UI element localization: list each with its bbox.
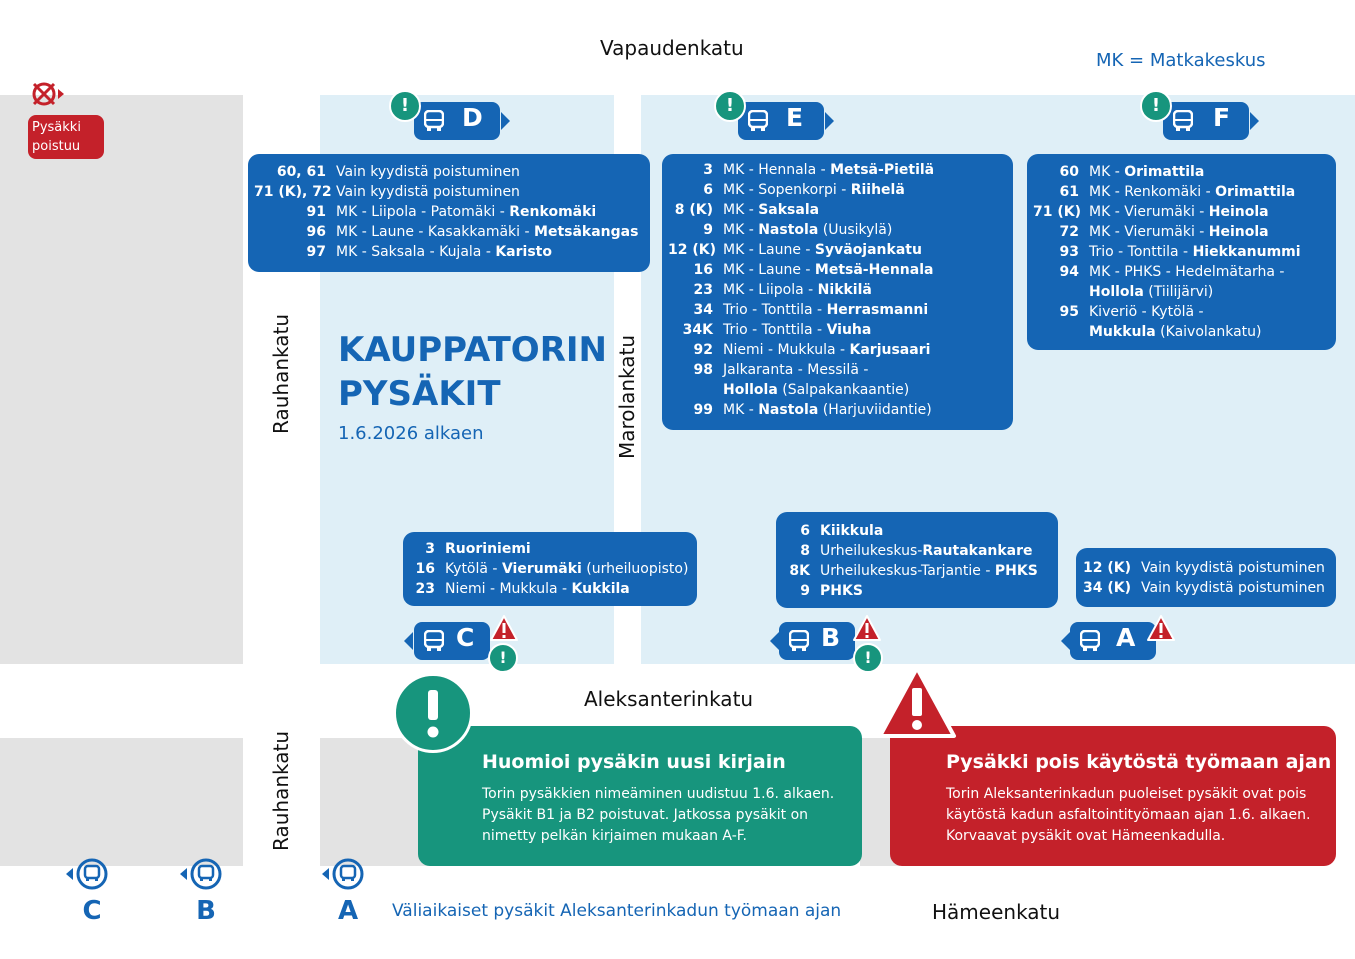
route-number: 34 (K) [1082, 580, 1131, 596]
route-number: 98 [693, 362, 713, 378]
stop-tag-e[interactable] [738, 102, 824, 140]
route-number: 9 [703, 222, 713, 238]
route-row [782, 521, 1058, 541]
warning-icon [852, 614, 882, 642]
route-row [668, 360, 1013, 380]
removed-stop-label: Pysäkki poistuu [28, 115, 104, 159]
temp-stop-letter: C [82, 896, 102, 926]
route-number: 23 [693, 282, 713, 298]
route-number: 96 [306, 224, 326, 240]
route-number: 92 [693, 342, 713, 358]
page-title-line2: PYSÄKIT [338, 374, 501, 414]
notice-stop-closed-body: Torin Aleksanterinkadun puoleiset pysäkit ovat pois käytöstä kadun asfaltointityömaan ajan 1.6. alkaen. Korvaavat pysäkit ovat Hämeenkadulla. [946, 786, 1311, 844]
bus-icon [424, 110, 444, 132]
route-row [782, 561, 1058, 581]
stop-letter-c: C [456, 623, 475, 652]
stop-tag-f[interactable] [1163, 102, 1249, 140]
street-hameenkatu: Hämeenkatu [932, 900, 1061, 924]
route-number: 72 [1059, 224, 1079, 240]
route-row [254, 162, 650, 182]
route-description: Urheilukeskus-Tarjantie - PHKS [820, 563, 1038, 579]
route-description: MK - Vierumäki - Heinola [1089, 204, 1269, 220]
notice-new-letters-body: Torin pysäkkien nimeäminen uudistuu 1.6. alkaen. Pysäkit B1 ja B2 poistuvat. Jatkossa pysäkit on nimetty pelkän kirjaimen mukaan A-F. [482, 786, 835, 844]
route-row [668, 380, 1013, 400]
route-number: 3 [703, 162, 713, 178]
stop-tag-d[interactable] [414, 102, 500, 140]
route-description: MK - Liipola - Nikkilä [723, 282, 872, 298]
route-description: Hollola (Salpakankaantie) [723, 382, 910, 398]
route-description: Vain kyydistä poistuminen [1141, 580, 1325, 596]
route-row [668, 400, 1013, 420]
exclamation-icon: ! [389, 90, 421, 122]
stop-tag-c[interactable] [414, 622, 490, 660]
page-title-date: 1.6.2026 alkaen [338, 423, 484, 444]
warning-icon [489, 614, 519, 642]
arrow-right-icon [1250, 112, 1259, 130]
route-number: 6 [703, 182, 713, 198]
route-row [254, 182, 650, 202]
route-number: 61 [1059, 184, 1079, 200]
big-warning-icon [876, 664, 958, 740]
stop-letter-a: A [1116, 623, 1136, 652]
route-row [1033, 262, 1336, 282]
bus-icon [424, 630, 444, 652]
removed-stop-icon [30, 80, 66, 110]
route-number: 34K [682, 322, 713, 338]
route-description: MK - Orimattila [1089, 164, 1205, 180]
exclamation-icon: ! [488, 643, 518, 673]
temp-stops-caption: Väliaikaiset pysäkit Aleksanterinkadun työmaan ajan [392, 901, 842, 921]
route-description: Trio - Tonttila - Viuha [723, 322, 872, 338]
arrow-right-icon [501, 112, 510, 130]
notice-new-letters [418, 726, 862, 866]
route-description: Vain kyydistä poistuminen [336, 164, 520, 180]
route-description: MK - Nastola (Harjuviidantie) [723, 402, 932, 418]
route-description: Ruoriniemi [445, 541, 531, 557]
route-description: Niemi - Mukkula - Kukkila [445, 581, 630, 597]
temp-stop-a[interactable] [320, 856, 370, 926]
exclamation-icon: ! [714, 90, 746, 122]
route-row [1033, 242, 1336, 262]
route-description: MK - Hennala - Metsä-Pietilä [723, 162, 935, 178]
bus-icon [748, 110, 768, 132]
stop-letter-b: B [821, 623, 841, 652]
route-row [668, 160, 1013, 180]
route-description: Hollola (Tiilijärvi) [1089, 284, 1214, 300]
route-description: Kiveriö - Kytölä - [1089, 304, 1204, 320]
bus-stop-icon [320, 856, 370, 892]
route-row [1033, 322, 1336, 342]
route-row [254, 242, 650, 262]
route-row [1033, 202, 1336, 222]
bus-icon [1080, 630, 1100, 652]
route-row [1033, 222, 1336, 242]
route-description: MK - Saksala [723, 202, 820, 218]
block-west-upper [0, 95, 243, 664]
temp-stop-letter: B [196, 896, 216, 926]
route-number [668, 380, 713, 400]
bus-icon [789, 630, 809, 652]
route-box-c [403, 532, 697, 606]
route-number: 12 (K) [668, 242, 717, 258]
legend-mk: MK = Matkakeskus [1096, 50, 1266, 71]
stop-tag-a[interactable] [1070, 622, 1156, 660]
notice-stop-closed-title: Pysäkki pois käytöstä työmaan ajan [946, 751, 1332, 773]
route-description: MK - PHKS - Hedelmätarha - [1089, 264, 1285, 280]
temp-stop-letter: A [337, 896, 359, 926]
route-row [668, 300, 1013, 320]
route-description: MK - Laune - Metsä-Hennala [723, 262, 934, 278]
route-number [1033, 282, 1079, 302]
route-row [668, 220, 1013, 240]
route-row [1033, 282, 1336, 302]
route-row [1033, 162, 1336, 182]
route-description: MK - Liipola - Patomäki - Renkomäki [336, 204, 597, 220]
stop-letter-f: F [1213, 103, 1231, 132]
route-row [668, 180, 1013, 200]
street-rauhankatu-lower: Rauhankatu [269, 731, 293, 851]
arrow-left-icon [404, 632, 413, 650]
temp-stop-c[interactable] [64, 856, 114, 926]
route-description: Trio - Tonttila - Herrasmanni [723, 302, 929, 318]
route-number: 99 [693, 402, 713, 418]
route-number: 6 [800, 523, 810, 539]
route-number: 9 [800, 583, 810, 599]
arrow-left-icon [770, 632, 779, 650]
route-row [254, 202, 650, 222]
route-box-b [776, 512, 1058, 608]
route-number: 3 [425, 541, 435, 557]
route-box-d [248, 154, 650, 272]
route-number: 8K [789, 563, 810, 579]
temp-stop-b[interactable] [178, 856, 228, 926]
route-row [1033, 182, 1336, 202]
street-rauhankatu-upper: Rauhankatu [269, 314, 293, 434]
route-description: MK - Saksala - Kujala - Karisto [336, 244, 552, 260]
route-number: 8 (K) [674, 202, 713, 218]
warning-icon [1146, 614, 1176, 642]
route-number: 8 [800, 543, 810, 559]
route-number: 16 [415, 561, 435, 577]
route-description: MK - Sopenkorpi - Riihelä [723, 182, 905, 198]
exclamation-icon: ! [853, 643, 883, 673]
route-row [668, 340, 1013, 360]
route-number: 91 [306, 204, 326, 220]
route-row [668, 260, 1013, 280]
notice-stop-closed [890, 726, 1336, 866]
route-number: 94 [1059, 264, 1079, 280]
exclamation-icon: ! [1140, 90, 1172, 122]
route-description: Trio - Tonttila - Hiekkanummi [1089, 244, 1301, 260]
street-vapaudenkatu: Vapaudenkatu [600, 36, 744, 60]
arrow-left-icon [1061, 632, 1070, 650]
route-description: MK - Laune - Syväojankatu [723, 242, 922, 258]
route-box-a [1076, 548, 1336, 607]
route-number [1033, 322, 1079, 342]
route-description: PHKS [820, 583, 863, 599]
street-aleksanterinkatu: Aleksanterinkatu [584, 687, 754, 711]
route-description: Jalkaranta - Messilä - [723, 362, 869, 378]
route-box-e [662, 154, 1013, 430]
route-number: 71 (K), 72 [254, 184, 332, 200]
route-row [668, 280, 1013, 300]
route-description: Kytölä - Vierumäki (urheiluopisto) [445, 561, 689, 577]
route-number: 60, 61 [276, 164, 326, 180]
stop-tag-b[interactable] [779, 622, 855, 660]
route-row [254, 222, 650, 242]
route-number: 60 [1059, 164, 1079, 180]
route-number: 23 [415, 581, 435, 597]
route-number: 16 [693, 262, 713, 278]
route-number: 97 [306, 244, 326, 260]
notice-new-letters-title: Huomioi pysäkin uusi kirjain [482, 751, 786, 773]
route-row [668, 320, 1013, 340]
street-marolankatu: Marolankatu [615, 334, 639, 459]
route-description: MK - Nastola (Uusikylä) [723, 222, 893, 238]
page-title-line1: KAUPPATORIN [338, 330, 607, 370]
route-description: MK - Vierumäki - Heinola [1089, 224, 1269, 240]
bus-icon [1173, 110, 1193, 132]
route-row [668, 240, 1013, 260]
route-number: 71 (K) [1033, 204, 1082, 220]
route-number: 95 [1059, 304, 1079, 320]
big-exclamation-icon [393, 673, 473, 753]
route-row [1033, 302, 1336, 322]
route-description: Mukkula (Kaivolankatu) [1089, 324, 1262, 340]
block-center-lower [320, 738, 430, 866]
route-number: 12 (K) [1082, 560, 1131, 576]
route-row [1082, 578, 1336, 598]
route-description: MK - Renkomäki - Orimattila [1089, 184, 1296, 200]
route-description: Vain kyydistä poistuminen [1141, 560, 1325, 576]
route-description: Niemi - Mukkula - Karjusaari [723, 342, 931, 358]
route-row [1082, 558, 1336, 578]
route-row [782, 581, 1058, 601]
stop-letter-e: E [786, 103, 804, 132]
route-row [409, 539, 697, 559]
route-box-f [1027, 154, 1336, 350]
route-number: 34 [693, 302, 713, 318]
arrow-right-icon [825, 112, 834, 130]
route-description: Vain kyydistä poistuminen [336, 184, 520, 200]
route-description: Urheilukeskus-Rautakankare [820, 543, 1033, 559]
bus-stop-icon [64, 856, 114, 892]
route-number: 93 [1059, 244, 1079, 260]
route-description: MK - Laune - Kasakkamäki - Metsäkangas [336, 224, 639, 240]
stop-letter-d: D [462, 103, 483, 132]
route-row [409, 579, 697, 599]
route-row [782, 541, 1058, 561]
bus-stop-icon [178, 856, 228, 892]
route-row [668, 200, 1013, 220]
route-row [409, 559, 697, 579]
block-west-lower [0, 738, 243, 866]
route-description: Kiikkula [820, 523, 884, 539]
